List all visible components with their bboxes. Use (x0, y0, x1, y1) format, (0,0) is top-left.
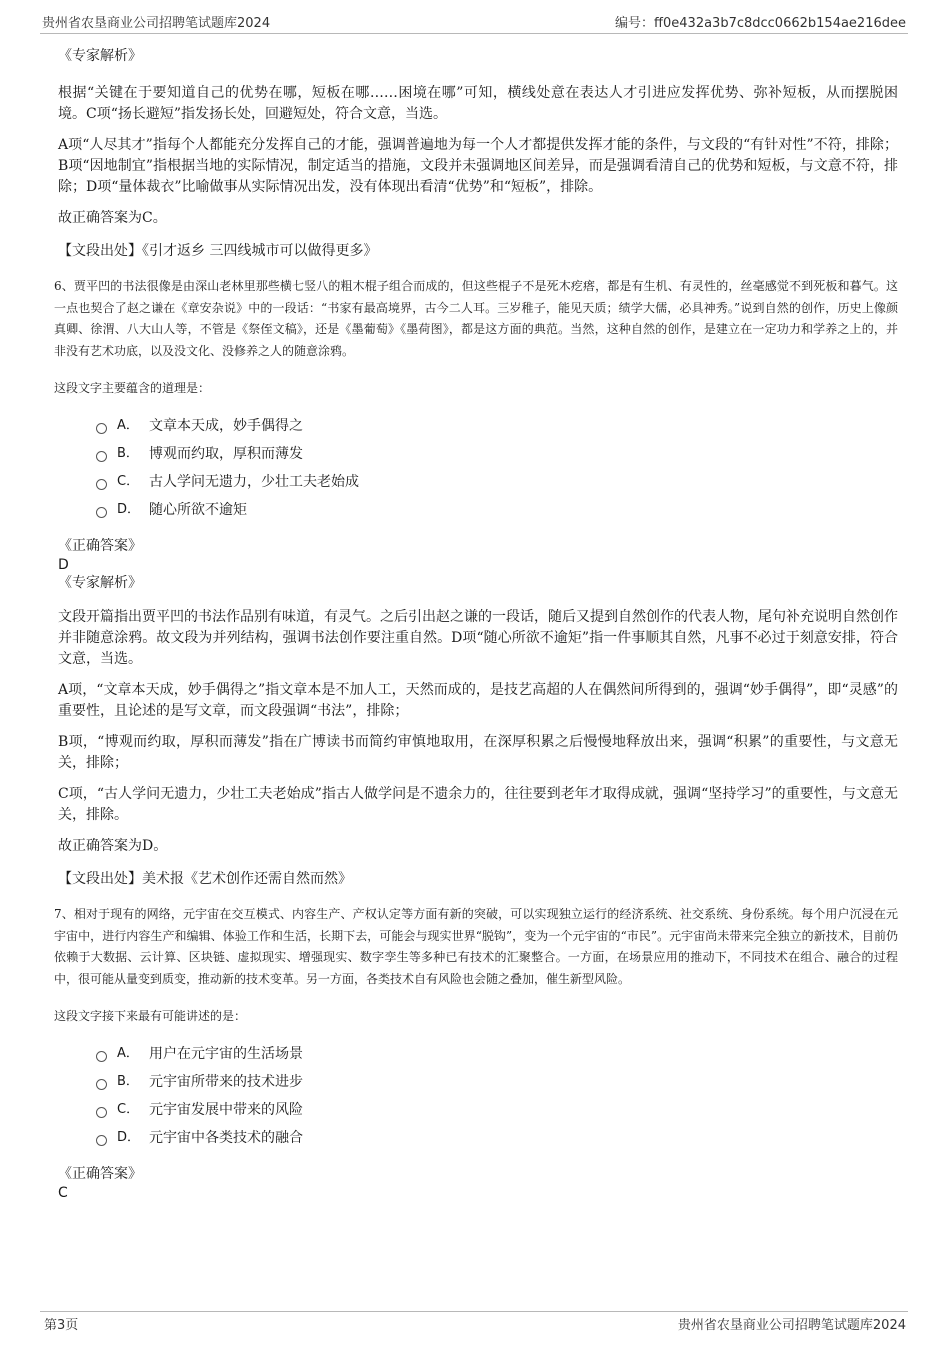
option-d[interactable] (96, 1124, 898, 1152)
option-a[interactable] (96, 1040, 898, 1068)
question-6-answer: D (58, 557, 69, 573)
question-6-text: 6、贾平凹的书法很像是由深山老林里那些横七竖八的粗木棍子组合而成的，但这些棍子不是死木疙瘩，都是有生机、有灵性的，丝毫感觉不到死板和暮气。这一点也契合了赵之谦在《章安杂说》中的一段话：“书家有最高境界，古今二人耳。三岁稚子，能见天质；绩学大儒，必具神秀。”说到自然的创作，历史上像颜真卿、徐渭、八大山人等，不管是《祭侄文稿》，还是《墨葡萄》《墨荷图》，都是这方面的典范。当然，这种自然的创作，是建立在一定功力和学养之上的，并非没有艺术功底，以及没文化、没修养之人的随意涂鸦。 (54, 279, 898, 358)
option-letter: A． (117, 418, 139, 433)
radio-icon[interactable] (96, 451, 107, 462)
question-6-prompt: 这段文字主要蕴含的道理是： (54, 381, 211, 395)
option-text: 随心所欲不逾矩 (149, 502, 247, 518)
question-6-options (96, 412, 898, 524)
question-6-analysis-paragraph: A项，“文章本天成，妙手偶得之”指文章本是不加人工，天然而成的，是技艺高超的人在偶然间所得到的，强调“妙手偶得”，即“灵感”的重要性，且论述的是写文章，而文段强调“书法”，排除； (58, 682, 898, 719)
prev-analysis-paragraph: 根据“关键在于要知道自己的优势在哪，短板在哪……困境在哪”可知，横线处意在表达人才引进应发挥优势、弥补短板，从而摆脱困境。C项“扬长避短”指发扬长处，回避短处，符合文意，当选。 (58, 85, 898, 122)
option-d[interactable] (96, 496, 898, 524)
radio-icon[interactable] (96, 1051, 107, 1062)
option-text: 元宇宙中各类技术的融合 (149, 1130, 303, 1146)
question-6-analysis-label: 《专家解析》 (58, 575, 142, 591)
prev-analysis-paragraph: 故正确答案为C。 (58, 210, 167, 226)
option-b[interactable] (96, 1068, 898, 1096)
option-letter: C． (117, 474, 140, 489)
question-7-answer: C (58, 1185, 68, 1201)
option-letter: A． (117, 1046, 139, 1061)
question-6-source: 【文段出处】美术报《艺术创作还需自然而然》 (58, 871, 352, 887)
radio-icon[interactable] (96, 1135, 107, 1146)
option-text: 古人学问无遗力，少壮工夫老始成 (149, 474, 359, 490)
option-b[interactable] (96, 440, 898, 468)
option-letter: D． (117, 1130, 141, 1145)
option-c[interactable] (96, 468, 898, 496)
footer-divider (40, 1311, 908, 1312)
option-letter: D． (117, 502, 141, 517)
option-text: 博观而约取，厚积而薄发 (149, 446, 303, 462)
header-doc-id: 编号：ff0e432a3b7c8dcc0662b154ae216dee (615, 16, 906, 31)
radio-icon[interactable] (96, 1107, 107, 1118)
prev-source: 【文段出处】《引才返乡 三四线城市可以做得更多》 (58, 243, 378, 259)
header-divider (40, 33, 908, 34)
option-letter: C． (117, 1102, 140, 1117)
option-text: 元宇宙发展中带来的风险 (149, 1102, 303, 1118)
question-6-analysis-paragraph: B项，“博观而约取，厚积而薄发”指在广博读书而简约审慎地取用，在深厚积累之后慢慢地释放出来，强调“积累”的重要性，与文意无关，排除； (58, 734, 898, 771)
page-content (54, 40, 898, 1202)
question-7-prompt: 这段文字接下来最有可能讲述的是： (54, 1009, 247, 1023)
question-6-analysis-paragraph: 故正确答案为D。 (58, 838, 168, 854)
option-text: 元宇宙所带来的技术进步 (149, 1074, 303, 1090)
prev-analysis-paragraph: A项“人尽其才”指每个人都能充分发挥自己的才能，强调普遍地为每一个人才都提供发挥才能的条件，与文段的“有针对性”不符，排除；B项“因地制宜”指根据当地的实际情况，制定适当的措施，文段并未强调地区间差异，而是强调看清自己的优势和短板，与文意不符，排除；D项“量体裁衣”比喻做事从实际情况出发，没有体现出看清“优势”和“短板”，排除。 (58, 137, 898, 195)
option-letter: B． (117, 1074, 139, 1089)
question-7-text: 7、相对于现有的网络，元宇宙在交互模式、内容生产、产权认定等方面有新的突破，可以实现独立运行的经济系统、社交系统、身份系统。每个用户沉浸在元宇宙中，进行内容生产和编辑、体验工作和生活，长期下去，可能会与现实世界“脱钩”，变为一个元宇宙的“市民”。元宇宙尚未带来完全独立的新技术，目前仍依赖于大数据、云计算、区块链、虚拟现实、增强现实、数字孪生等多种已有技术的汇聚整合。一方面，在场景应用的推动下，不同技术在组合、融合的过程中，很可能从量变到质变，推动新的技术变革。另一方面，各类技术自有风险也会随之叠加，催生新型风险。 (54, 907, 898, 986)
page-number: 第3页 (44, 1318, 79, 1333)
radio-icon[interactable] (96, 479, 107, 490)
question-6-analysis-paragraph: C项，“古人学问无遗力，少壮工夫老始成”指古人做学问是不遗余力的，往往要到老年才取得成就，强调“坚持学习”的重要性，与文意无关，排除。 (58, 786, 898, 823)
radio-icon[interactable] (96, 423, 107, 434)
option-c[interactable] (96, 1096, 898, 1124)
question-7-options (96, 1040, 898, 1152)
radio-icon[interactable] (96, 507, 107, 518)
header-title: 贵州省农垦商业公司招聘笔试题库2024 (42, 16, 271, 31)
option-text: 用户在元宇宙的生活场景 (149, 1046, 303, 1062)
prev-analysis-label: 《专家解析》 (58, 48, 142, 64)
radio-icon[interactable] (96, 1079, 107, 1090)
footer-title: 贵州省农垦商业公司招聘笔试题库2024 (677, 1318, 906, 1333)
question-7-answer-label: 《正确答案》 (58, 1166, 142, 1182)
option-letter: B． (117, 446, 139, 461)
question-6-analysis-paragraph: 文段开篇指出贾平凹的书法作品别有味道，有灵气。之后引出赵之谦的一段话，随后又提到自然创作的代表人物，尾句补充说明自然创作并非随意涂鸦。故文段为并列结构，强调书法创作要注重自然。D项“随心所欲不逾矩”指一件事顺其自然，凡事不必过于刻意安排，符合文意，当选。 (58, 609, 898, 667)
option-text: 文章本天成，妙手偶得之 (149, 418, 303, 434)
question-6-answer-label: 《正确答案》 (58, 538, 142, 554)
option-a[interactable] (96, 412, 898, 440)
